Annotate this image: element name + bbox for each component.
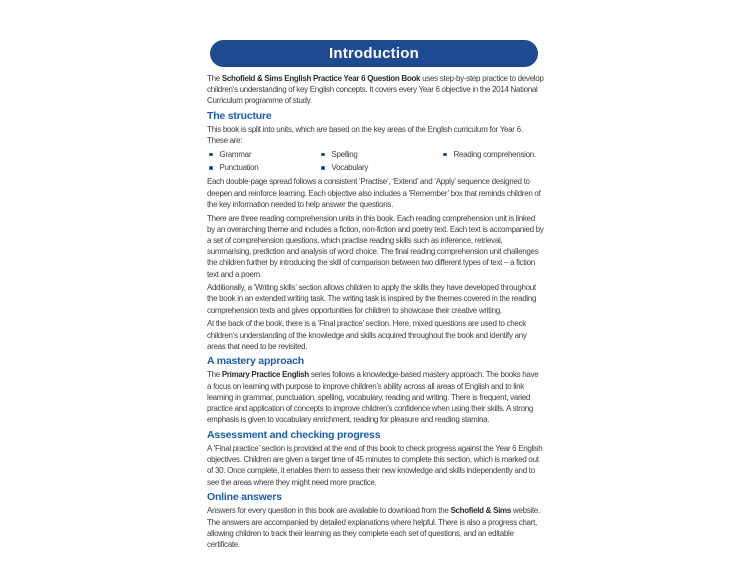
list-item-label: Spelling xyxy=(331,150,358,160)
bold-text: Schofield & Sims xyxy=(450,506,511,516)
bold-text: Primary Practice English xyxy=(221,370,309,380)
section-heading-assessment: Assessment and checking progress xyxy=(207,428,381,441)
list-item-label: Grammar xyxy=(219,150,252,160)
assessment-paragraph: A ‘Final practice’ section is provided at the end of this book to check progress against the Year 6 English objectives. Children are given a target time of 45 minutes to complete this section, which is marked out of 30. Once complete, it enables them to assess their new knowledge and skills independently and to see the areas where they might need more practice. xyxy=(207,443,543,487)
section-heading-online-answers: Online answers xyxy=(207,491,282,504)
page-content xyxy=(207,73,544,553)
list-item-label: Vocabulary xyxy=(331,163,369,173)
bullet-icon xyxy=(443,153,447,157)
structure-paragraph-2: Each double-page spread follows a consistent ‘Practise’, ‘Extend’ and ‘Apply’ sequence designed to deepen and reinforce learning. Each objective also includes a ‘Remember’ box that reminds children of the key information needed to help answer the questions. xyxy=(207,177,541,209)
bullet-icon xyxy=(209,153,213,157)
bullet-icon xyxy=(321,153,325,157)
bullet-icon xyxy=(209,166,213,170)
text-segment: website. The answers are accompanied by detailed explanations where helpful. There is also a progress chart, allowing children to track their learning as they complete each set of questions, and an editable certificate. xyxy=(207,506,540,549)
list-item-spelling xyxy=(319,149,441,160)
text-segment: series follows a knowledge-based mastery approach. The books have a focus on learning with purpose to improve children’s ability across all areas of English and to link learning in grammar, punctuation, spelling, vocabulary, reading and writing. There is frequent, varied practice and application of concepts to improve children’s confidence when using their skills. A strong emphasis is given to vocabulary enrichment, reading for pleasure and reading stamina. xyxy=(207,370,539,425)
structure-paragraph-1: This book is split into units, which are based on the key areas of the English curriculum for Year 6. These are: xyxy=(207,125,523,146)
section-heading-structure: The structure xyxy=(207,110,272,123)
page-title: Introduction xyxy=(329,45,419,62)
list-item-label: Reading comprehension. xyxy=(453,150,536,160)
text-segment: uses step-by-step practice to develop children’s understanding of key English concepts. It covers every Year 6 objective in the 2014 National Curriculum programme of study. xyxy=(207,74,544,106)
list-item-grammar xyxy=(207,149,319,160)
list-item-punctuation xyxy=(207,162,319,173)
structure-paragraph-5: At the back of the book, there is a ‘Final practice’ section. Here, mixed questions are used to check children’s understanding of the knowledge and skills acquired throughout the book and identify any areas that need to be revisited. xyxy=(207,319,527,351)
text-segment: The xyxy=(207,74,222,83)
online-answers-paragraph xyxy=(207,505,544,550)
page-title-banner xyxy=(210,40,538,67)
intro-paragraph xyxy=(207,73,544,107)
mastery-paragraph xyxy=(207,369,544,425)
text-segment: The xyxy=(207,370,222,380)
section-heading-mastery: A mastery approach xyxy=(207,355,304,368)
text-segment: Answers for every question in this book are available to download from the xyxy=(207,506,451,516)
curriculum-areas-list xyxy=(207,149,544,173)
list-item-vocabulary xyxy=(319,162,441,173)
structure-paragraph-3: There are three reading comprehension units in this book. Each reading comprehension unit is linked by an overarching theme and includes a fiction, non-fiction and poetry text. Each text is accompanied by a set of comprehension questions, which practise reading skills such as inference, retrieval, summarising, prediction and analysis of word choice. The final reading comprehension unit challenges the children further by introducing the skill of comparison between two different types of text – a fiction text and a poem. xyxy=(207,213,544,279)
list-item-label: Punctuation xyxy=(219,163,259,173)
bold-text: Schofield & Sims English Practice Year 6 Question Book xyxy=(221,74,421,83)
structure-paragraph-4: Additionally, a ‘Writing skills’ section allows children to apply the skills they have developed throughout the book in an extended writing task. The writing task is inspired by the themes covered in the reading comprehension texts and gives opportunities for children to showcase their creative writing. xyxy=(207,283,537,315)
list-item-reading-comprehension xyxy=(441,149,544,160)
bullet-icon xyxy=(321,166,325,170)
